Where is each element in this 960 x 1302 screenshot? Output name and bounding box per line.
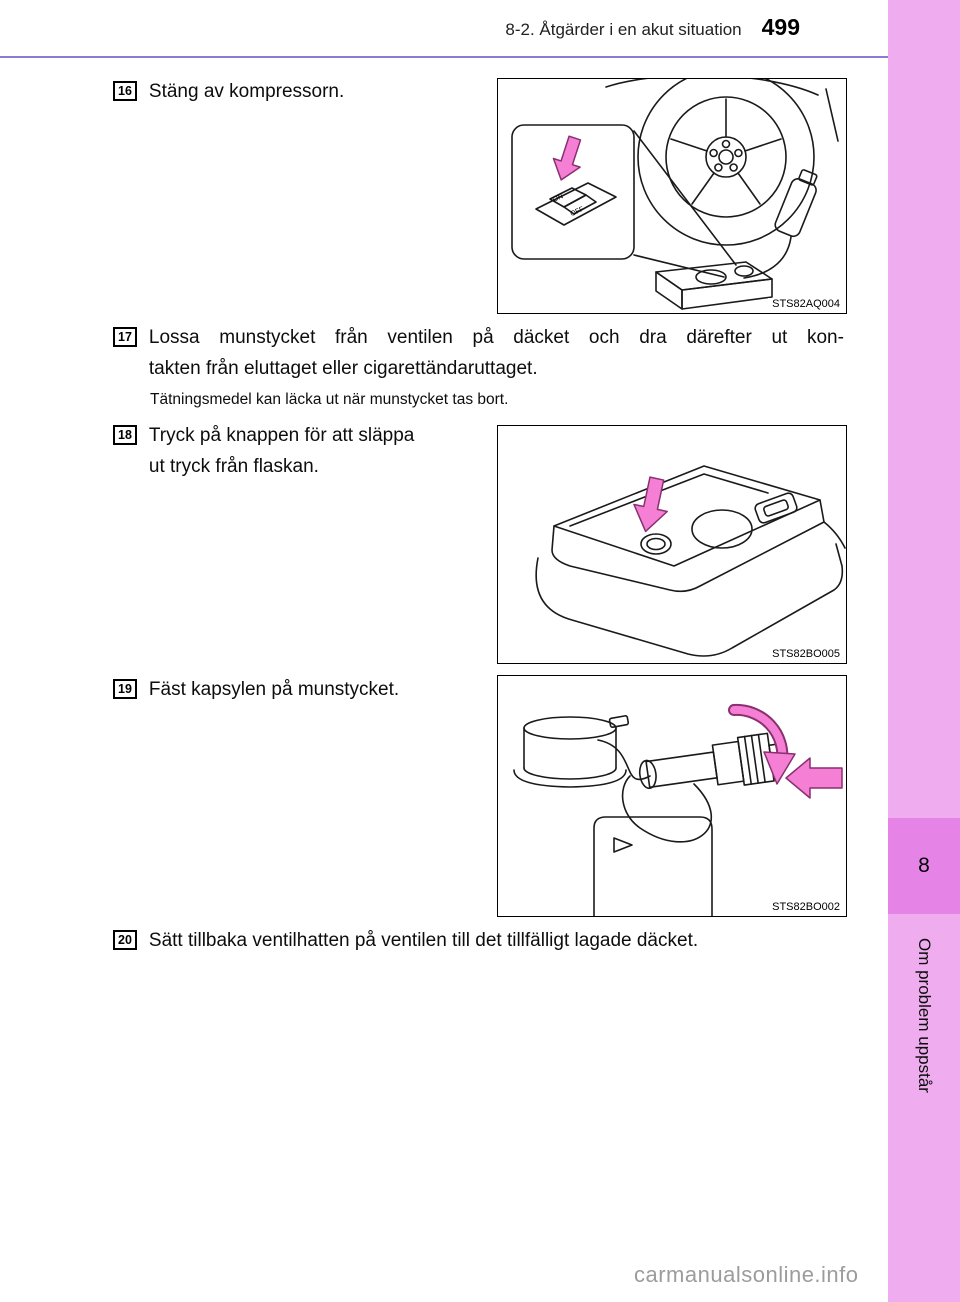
- press-button-arrow-icon: [629, 475, 673, 535]
- step-number-badge: 20: [113, 930, 137, 950]
- step-19-text: Fäst kapsylen på munstycket.: [148, 679, 400, 700]
- step-17: [113, 322, 845, 384]
- figure-cap-on-nozzle: [497, 675, 847, 917]
- attach-cap-arrow-icon: [786, 758, 842, 798]
- header-divider: [0, 56, 888, 58]
- figure-compressor-off-switch: [497, 78, 847, 314]
- section-title: 8-2. Åtgärder i en akut situation: [505, 20, 742, 39]
- chapter-number: 8: [918, 854, 930, 877]
- cap-attach-illustration: [498, 676, 846, 916]
- switch-off-label: OFF: [569, 205, 586, 219]
- page-number: 499: [761, 14, 800, 40]
- step-number-badge: 17: [113, 327, 137, 347]
- chapter-title-vertical: Om problem uppstår: [915, 938, 934, 1093]
- step-16: [113, 76, 473, 107]
- step-18-line2: ut tryck från flaskan.: [148, 456, 319, 477]
- figure-code: STS82BO005: [768, 648, 840, 660]
- step-20: [113, 925, 858, 956]
- step-17-line1: Lossa munstycket från ventilen på däcket och dra därefter ut kon-: [148, 327, 844, 348]
- step-18: [113, 420, 483, 482]
- switch-on-label: ON: [551, 193, 565, 204]
- step-16-text: Stäng av kompressorn.: [148, 81, 345, 102]
- figure-code: STS82BO002: [768, 901, 840, 913]
- watermark-text: carmanualsonline.info: [634, 1262, 859, 1287]
- figure-pressure-release-button: [497, 425, 847, 664]
- page-header: [0, 14, 800, 41]
- pressure-release-illustration: [498, 426, 846, 663]
- step-number-badge: 16: [113, 81, 137, 101]
- press-switch-arrow-icon: [548, 134, 588, 184]
- compressor-switch-illustration: [498, 79, 846, 313]
- step-number-badge: 19: [113, 679, 137, 699]
- figure-code: STS82AQ004: [768, 298, 840, 310]
- step-17-note: Tätningsmedel kan läcka ut när munstycket tas bort.: [150, 391, 509, 408]
- step-19: [113, 674, 493, 705]
- chapter-number-block: [888, 818, 960, 914]
- step-17-line2: takten från eluttaget eller cigarettändaruttaget.: [148, 358, 538, 379]
- step-20-text: Sätt tillbaka ventilhatten på ventilen till det tillfälligt lagade däcket.: [148, 930, 699, 951]
- step-18-line1: Tryck på knappen för att släppa: [148, 425, 415, 446]
- step-number-badge: 18: [113, 425, 137, 445]
